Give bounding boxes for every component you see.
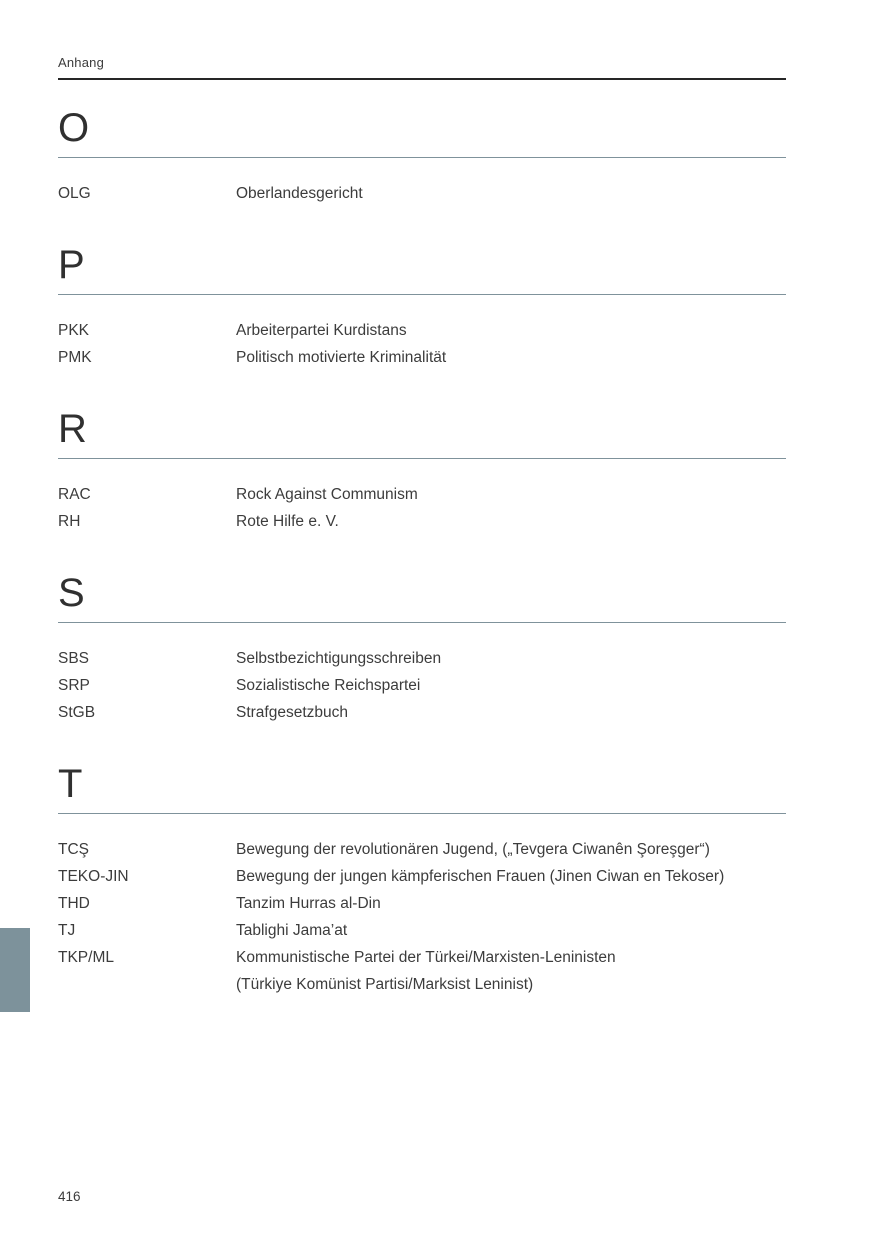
- abbreviation-cell: PKK: [58, 322, 90, 339]
- definition-cell: [236, 344, 786, 371]
- section-letter: O: [58, 106, 90, 150]
- section-rule: [58, 813, 786, 814]
- abbreviation-sections: [58, 108, 786, 998]
- definition-cell: [236, 863, 786, 890]
- glossary-section: [58, 108, 786, 207]
- glossary-entry-row: [58, 180, 786, 207]
- definition-cell: [236, 672, 786, 699]
- definition-line: Rote Hilfe e. V.: [236, 513, 339, 530]
- glossary-section: [58, 245, 786, 371]
- definition-line: Bewegung der jungen kämpferischen Frauen (Jinen Ciwan en Tekoser): [236, 868, 725, 885]
- definition-line: (Türkiye Komünist Partisi/Marksist Leninist): [236, 976, 534, 993]
- definition-cell: [236, 180, 786, 207]
- abbreviation-cell: TKP/ML: [58, 949, 114, 966]
- glossary-entry-row: [58, 863, 786, 890]
- definition-line: Tablighi Jama’at: [236, 922, 348, 939]
- glossary-entry-row: [58, 344, 786, 371]
- abbreviation-cell: SRP: [58, 677, 90, 694]
- glossary-entry-row: [58, 917, 786, 944]
- chapter-edge-tab: [0, 928, 30, 1012]
- abbreviation-cell: THD: [58, 895, 90, 912]
- entry-list: [58, 317, 786, 371]
- glossary-section: [58, 764, 786, 998]
- abbreviation-cell: PMK: [58, 349, 92, 366]
- entry-list: [58, 836, 786, 998]
- section-letter: P: [58, 243, 86, 287]
- definition-cell: [236, 890, 786, 917]
- abbreviation-cell: OLG: [58, 185, 91, 202]
- section-rule: [58, 622, 786, 623]
- glossary-entry-row: [58, 508, 786, 535]
- glossary-entry-row: [58, 699, 786, 726]
- glossary-section: [58, 409, 786, 535]
- abbreviation-cell: SBS: [58, 650, 90, 667]
- abbreviation-cell: StGB: [58, 704, 96, 721]
- definition-cell: [236, 699, 786, 726]
- definition-line: Tanzim Hurras al-Din: [236, 895, 381, 912]
- glossary-entry-row: [58, 481, 786, 508]
- glossary-entry-row: [58, 672, 786, 699]
- definition-cell: [236, 836, 786, 863]
- definition-cell: [236, 317, 786, 344]
- definition-line: Bewegung der revolutionären Jugend, („Tevgera Ciwanên Şoreşger“): [236, 841, 710, 858]
- abbreviation-cell: RAC: [58, 486, 91, 503]
- page-content: [58, 0, 786, 998]
- abbreviation-cell: TEKO-JIN: [58, 868, 129, 885]
- definition-line: Kommunistische Partei der Türkei/Marxisten-Leninisten: [236, 949, 616, 966]
- glossary-entry-row: [58, 645, 786, 672]
- definition-cell: [236, 481, 786, 508]
- abbreviation-cell: RH: [58, 513, 81, 530]
- definition-line: Politisch motivierte Kriminalität: [236, 349, 447, 366]
- definition-cell: [236, 917, 786, 944]
- section-rule: [58, 458, 786, 459]
- glossary-entry-row: [58, 890, 786, 917]
- definition-line: Oberlandesgericht: [236, 185, 363, 202]
- definition-line: Sozialistische Reichspartei: [236, 677, 421, 694]
- entry-list: [58, 645, 786, 726]
- definition-line: Selbstbezichtigungsschreiben: [236, 650, 442, 667]
- section-letter: T: [58, 762, 83, 806]
- definition-cell: [236, 645, 786, 672]
- running-header: Anhang: [58, 0, 786, 80]
- entry-list: [58, 481, 786, 535]
- glossary-entry-row: [58, 836, 786, 863]
- definition-line: Strafgesetzbuch: [236, 704, 349, 721]
- page-number: 416: [58, 1189, 81, 1204]
- section-letter: R: [58, 407, 88, 451]
- abbreviation-cell: TJ: [58, 922, 76, 939]
- section-rule: [58, 157, 786, 158]
- section-letter: S: [58, 571, 86, 615]
- abbreviation-cell: TCŞ: [58, 841, 89, 858]
- definition-line: Rock Against Communism: [236, 486, 418, 503]
- glossary-entry-row: [58, 317, 786, 344]
- definition-cell: [236, 944, 786, 998]
- glossary-entry-row: [58, 944, 786, 998]
- definition-line: Arbeiterpartei Kurdistans: [236, 322, 407, 339]
- definition-cell: [236, 508, 786, 535]
- entry-list: [58, 180, 786, 207]
- glossary-section: [58, 573, 786, 726]
- section-rule: [58, 294, 786, 295]
